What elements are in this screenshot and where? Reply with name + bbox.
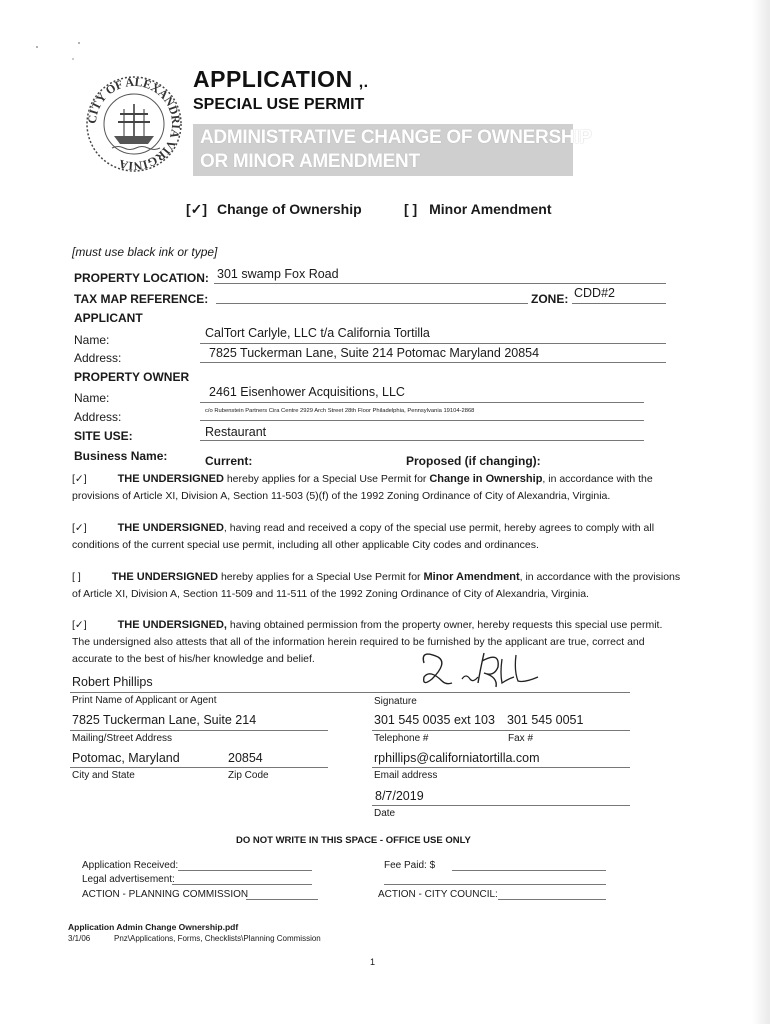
owner-name-value[interactable]: 2461 Eisenhower Acquisitions, LLC [209, 385, 405, 399]
site-use-line [200, 440, 644, 441]
statement-permission: [✓] THE UNDERSIGNED, having obtained permission from the property owner, hereby requests this special use permit. The undersigned also attests that all of the information herein required to be furnished by the applicant are true, correct and accurate to the best of his/her knowledge and belief. [72, 619, 663, 665]
change-of-ownership-label: Change of Ownership [216, 201, 362, 217]
legal-advertisement-line [172, 884, 312, 885]
zone-value[interactable]: CDD#2 [574, 286, 615, 300]
zip-label: Zip Code [228, 770, 269, 781]
change-of-ownership-option[interactable] [186, 201, 362, 218]
email-value[interactable]: rphillips@californiatortilla.com [374, 751, 540, 765]
city-state-value[interactable]: Potomac, Maryland [72, 751, 180, 765]
city-state-label: City and State [72, 770, 135, 781]
site-use-label: SITE USE: [74, 429, 133, 443]
zip-value[interactable]: 20854 [228, 751, 263, 765]
legal-advertisement-label: Legal advertisement: [82, 874, 175, 885]
email-label: Email address [374, 770, 438, 781]
planning-commission-line [246, 899, 318, 900]
applicant-address-label: Address: [74, 351, 122, 365]
applicant-address-line [200, 362, 666, 363]
statement-2-checkbox[interactable]: [✓] [72, 522, 87, 534]
signature-label: Signature [374, 696, 417, 707]
proposed-label: Proposed (if changing): [406, 454, 541, 468]
city-seal [84, 74, 184, 174]
footer-path: Pnz\Applications, Forms, Checklists\Planning Commission [114, 934, 321, 943]
property-location-label: PROPERTY LOCATION: [74, 271, 209, 285]
fax-label: Fax # [508, 733, 534, 744]
telephone-line [372, 730, 630, 731]
fee-paid-line [452, 870, 606, 871]
document-title: APPLICATION ,. [193, 66, 369, 92]
applicant-name-value[interactable]: CalTort Carlyle, LLC t/a California Tortilla [205, 326, 430, 340]
city-council-line [498, 899, 606, 900]
zone-label: ZONE: [531, 292, 569, 306]
fee-paid-label: Fee Paid: $ [384, 860, 436, 871]
city-state-line [70, 767, 328, 768]
owner-address-label: Address: [74, 410, 122, 424]
application-received-label: Application Received: [82, 860, 179, 871]
owner-name-line [200, 402, 644, 403]
application-received-line [178, 870, 312, 871]
applicant-name-label: Name: [74, 333, 110, 347]
zone-line [572, 303, 666, 304]
business-name-label: Business Name: [74, 449, 168, 463]
statement-comply: [✓] THE UNDERSIGNED, having read and received a copy of the special use permit, hereby agrees to comply with all conditions of the current special use permit, including all other applicable City codes and ordinances. [72, 522, 655, 551]
statement-change-ownership: [✓] THE UNDERSIGNED hereby applies for a Special Use Permit for Change in Ownership, in accordance with the provisions of Article XI, Division A, Section 11-503 (5)(f) of the 1992 Zoning Ordinance of City of Alexandria, Virginia. [72, 473, 653, 502]
tax-map-label: TAX MAP REFERENCE: [74, 292, 209, 306]
svg-text:CITY OF ALEXANDRIA VIRGINIA: CITY OF ALEXANDRIA VIRGINIA [84, 74, 184, 174]
office-use-heading: DO NOT WRITE IN THIS SPACE - OFFICE USE ONLY [236, 835, 471, 846]
date-value[interactable]: 8/7/2019 [375, 789, 424, 803]
statement-4-checkbox[interactable]: [✓] [72, 619, 87, 631]
property-location-value[interactable]: 301 swamp Fox Road [217, 267, 339, 281]
print-name-value[interactable]: Robert Phillips [72, 675, 153, 689]
statement-3-checkbox[interactable]: [ ] [72, 571, 81, 583]
applicant-address-value[interactable]: 7825 Tuckerman Lane, Suite 214 Potomac Maryland 20854 [209, 346, 540, 360]
speck [72, 58, 74, 60]
owner-name-label: Name: [74, 391, 110, 405]
city-council-label: ACTION - CITY COUNCIL: [378, 889, 498, 900]
page-number: 1 [370, 957, 376, 967]
scan-edge [752, 0, 770, 1024]
fee-paid-line-2 [384, 884, 606, 885]
planning-commission-label: ACTION - PLANNING COMMISSION [82, 889, 249, 900]
change-of-ownership-checkbox[interactable]: [✓] [186, 201, 208, 217]
minor-amendment-checkbox[interactable]: [ ] [404, 201, 418, 217]
minor-amendment-label: Minor Amendment [429, 201, 552, 217]
street-address-line [70, 730, 328, 731]
telephone-value[interactable]: 301 545 0035 ext 103 [374, 713, 495, 727]
property-location-line [214, 283, 666, 284]
owner-address-line [200, 420, 644, 421]
telephone-label: Telephone # [374, 733, 429, 744]
site-use-value[interactable]: Restaurant [205, 425, 267, 439]
document-subtitle: SPECIAL USE PERMIT [193, 96, 365, 113]
street-address-label: Mailing/Street Address [72, 733, 173, 744]
banner-line-2: OR MINOR AMENDMENT [200, 151, 420, 172]
speck [36, 46, 38, 48]
fax-value[interactable]: 301 545 0051 [507, 713, 584, 727]
print-name-label: Print Name of Applicant or Agent [72, 695, 217, 706]
owner-heading: PROPERTY OWNER [74, 370, 190, 384]
owner-address-value[interactable]: c/o Rubenstein Partners Cira Centre 2929 Arch Street 28th Floor Philadelphia, Pennsylvania 19104-2868 [205, 408, 475, 414]
footer-date: 3/1/06 [68, 934, 91, 943]
footer-filename: Application Admin Change Ownership.pdf [68, 922, 239, 932]
speck [78, 42, 80, 44]
email-line [372, 767, 630, 768]
applicant-name-line [200, 343, 666, 344]
statement-minor-amendment: [ ] THE UNDERSIGNED hereby applies for a Special Use Permit for Minor Amendment, in accordance with the provisions of Article XI, Division A, Section 11-509 and 11-511 of the 1992 Zoning Ordinance of City of Alexandria, Virginia. [72, 571, 681, 600]
statement-1-checkbox[interactable]: [✓] [72, 473, 87, 485]
street-address-value[interactable]: 7825 Tuckerman Lane, Suite 214 [72, 713, 257, 727]
applicant-heading: APPLICANT [74, 311, 143, 325]
current-label: Current: [205, 454, 253, 468]
minor-amendment-option[interactable] [404, 201, 551, 217]
handwritten-signature [404, 645, 544, 695]
ink-note: [must use black ink or type] [72, 245, 218, 259]
print-name-line [70, 692, 630, 693]
banner-line-1: ADMINISTRATIVE CHANGE OF OWNERSHIP [200, 127, 592, 148]
tax-map-line [216, 303, 528, 304]
date-label: Date [374, 808, 396, 819]
date-line [372, 805, 630, 806]
